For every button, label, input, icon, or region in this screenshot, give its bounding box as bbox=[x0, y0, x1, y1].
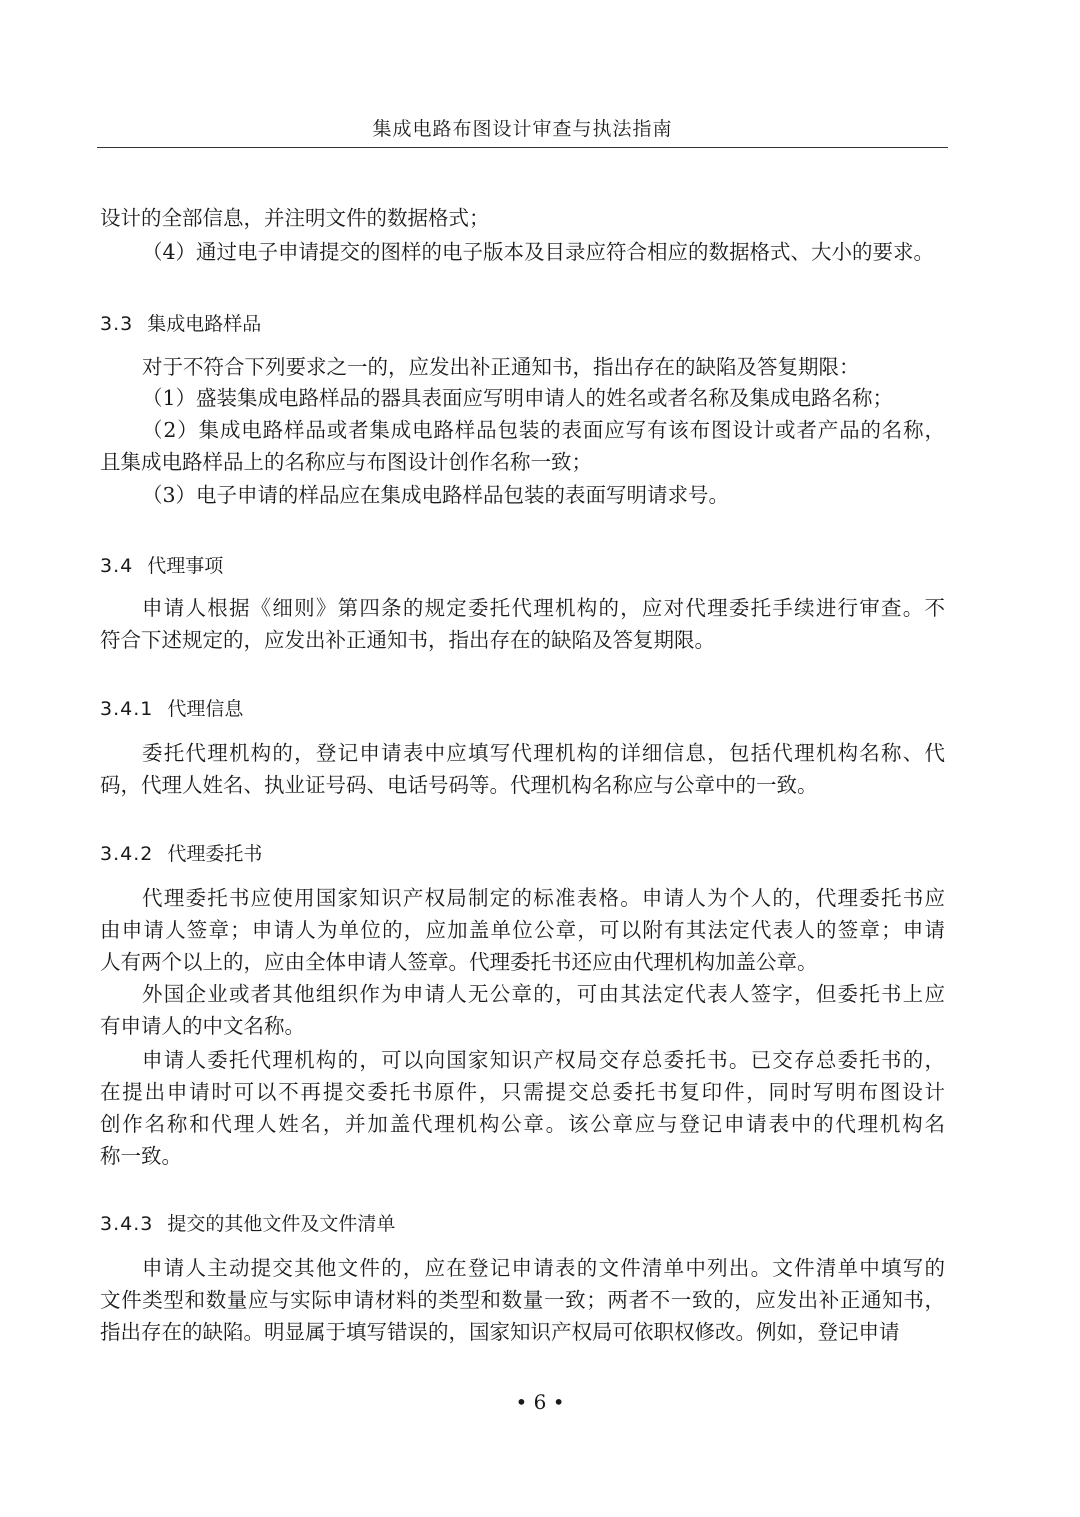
paragraph-line: 符合下述规定的，应发出补正通知书，指出存在的缺陷及答复期限。 bbox=[100, 628, 715, 652]
paragraph-line: 创作名称和代理人姓名，并加盖代理机构公章。该公章应与登记申请表中的代理机构名 bbox=[100, 1112, 945, 1136]
header-rule bbox=[97, 147, 948, 148]
section-title: 提交的其他文件及文件清单 bbox=[167, 1213, 396, 1235]
paragraph-line: 申请人主动提交其他文件的，应在登记申请表的文件清单中列出。文件清单中填写的 bbox=[142, 1256, 945, 1280]
paragraph-line: 外国企业或者其他组织作为申请人无公章的，可由其法定代表人签字，但委托书上应 bbox=[142, 982, 945, 1006]
section-heading bbox=[100, 1209, 395, 1236]
paragraph-line: 称一致。 bbox=[100, 1144, 182, 1168]
page-number: • 6 • bbox=[515, 1390, 565, 1414]
paragraph-line: （1）盛装集成电路样品的器具表面应写明申请人的姓名或者名称及集成电路名称； bbox=[142, 386, 894, 410]
section-title: 代理事项 bbox=[147, 555, 224, 577]
section-title: 代理信息 bbox=[167, 698, 244, 720]
running-header: 集成电路布图设计审查与执法指南 bbox=[372, 118, 673, 140]
paragraph-line: 码，代理人姓名、执业证号码、电话号码等。代理机构名称应与公章中的一致。 bbox=[100, 773, 818, 797]
paragraph-line: 在提出申请时可以不再提交委托书原件，只需提交总委托书复印件，同时写明布图设计 bbox=[100, 1080, 945, 1104]
section-number: 3.4 bbox=[100, 555, 134, 577]
paragraph-line: 设计的全部信息，并注明文件的数据格式； bbox=[100, 206, 490, 230]
paragraph-line: （3）电子申请的样品应在集成电路样品包装的表面写明请求号。 bbox=[142, 483, 730, 507]
section-number: 3.4.1 bbox=[100, 698, 154, 720]
paragraph-line: 对于不符合下列要求之一的，应发出补正通知书，指出存在的缺陷及答复期限： bbox=[142, 355, 860, 379]
paragraph-line: 人有两个以上的，应由全体申请人签章。代理委托书还应由代理机构加盖公章。 bbox=[100, 950, 818, 974]
paragraph-line: 由申请人签章；申请人为单位的，应加盖单位公章，可以附有其法定代表人的签章；申请 bbox=[100, 918, 945, 942]
section-number: 3.4.2 bbox=[100, 843, 154, 865]
section-heading bbox=[100, 694, 243, 721]
section-title: 代理委托书 bbox=[167, 843, 263, 865]
paragraph-line: 申请人根据《细则》第四条的规定委托代理机构的，应对代理委托手续进行审查。不 bbox=[142, 596, 945, 620]
section-number: 3.3 bbox=[100, 313, 134, 335]
section-heading bbox=[100, 839, 262, 866]
paragraph-line: 且集成电路样品上的名称应与布图设计创作名称一致； bbox=[100, 450, 592, 474]
paragraph-line: 代理委托书应使用国家知识产权局制定的标准表格。申请人为个人的，代理委托书应 bbox=[142, 886, 945, 910]
section-number: 3.4.3 bbox=[100, 1213, 154, 1235]
paragraph-line: 文件类型和数量应与实际申请材料的类型和数量一致；两者不一致的，应发出补正通知书， bbox=[100, 1288, 945, 1312]
paragraph-line: （4）通过电子申请提交的图样的电子版本及目录应符合相应的数据格式、大小的要求。 bbox=[142, 240, 935, 264]
paragraph-line: 申请人委托代理机构的，可以向国家知识产权局交存总委托书。已交存总委托书的， bbox=[142, 1048, 945, 1072]
section-heading bbox=[100, 551, 223, 578]
section-heading bbox=[100, 309, 261, 336]
paragraph-line: 指出存在的缺陷。明显属于填写错误的，国家知识产权局可依职权修改。例如，登记申请 bbox=[100, 1320, 900, 1344]
paragraph-line: （2）集成电路样品或者集成电路样品包装的表面应写有该布图设计或者产品的名称， bbox=[142, 418, 945, 442]
paragraph-line: 委托代理机构的，登记申请表中应填写代理机构的详细信息，包括代理机构名称、代 bbox=[142, 741, 945, 765]
paragraph-line: 有申请人的中文名称。 bbox=[100, 1014, 305, 1038]
section-title: 集成电路样品 bbox=[147, 313, 262, 335]
